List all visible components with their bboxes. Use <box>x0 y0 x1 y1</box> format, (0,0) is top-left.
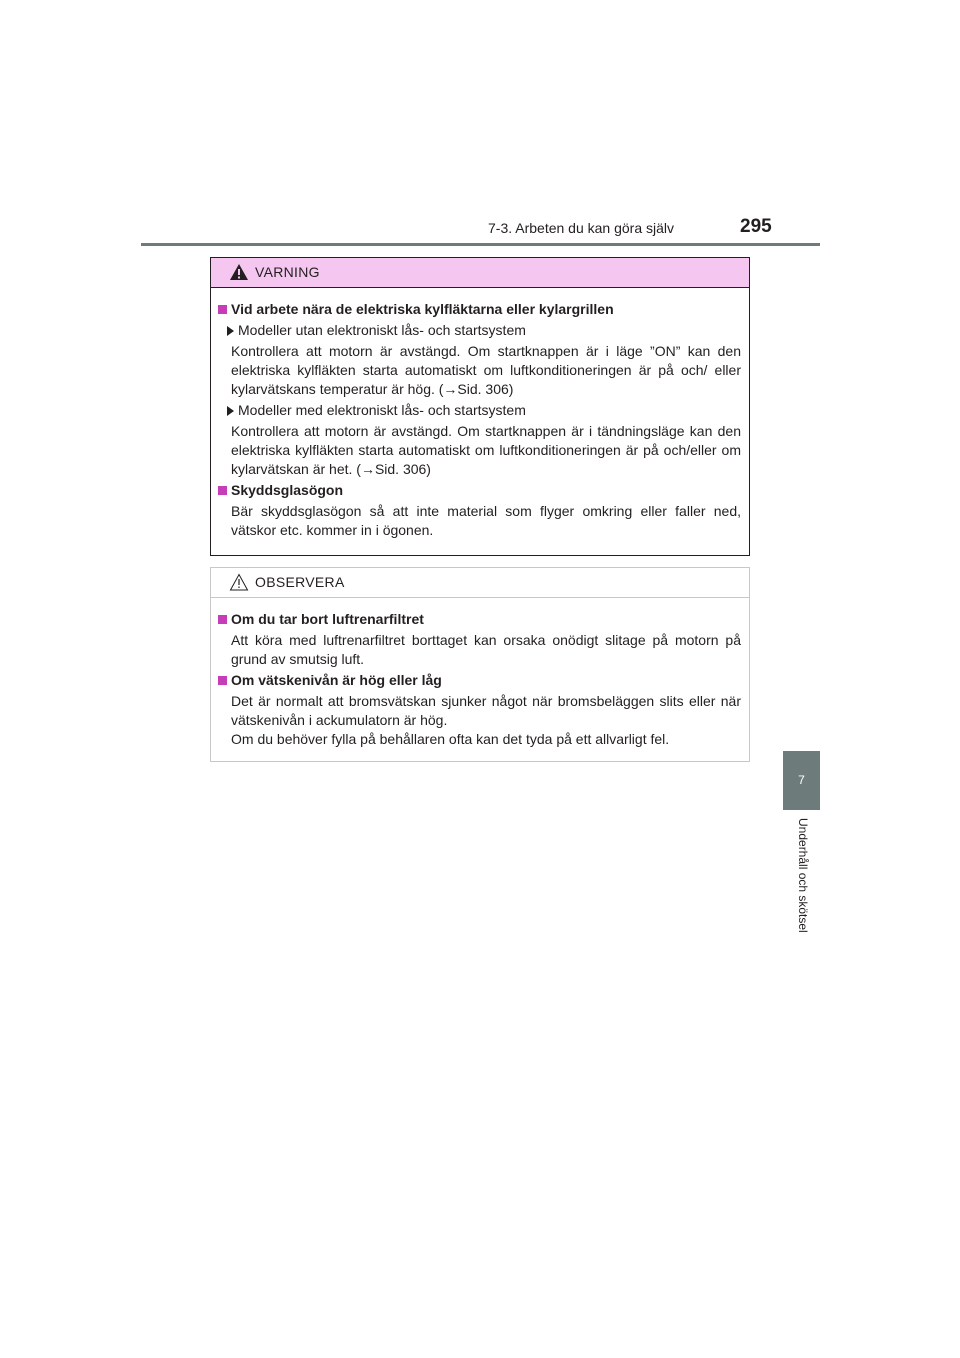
caution-item-title <box>217 610 741 629</box>
bullet-square-icon <box>218 305 227 314</box>
warning-item-title <box>217 300 741 319</box>
warning-body <box>211 288 749 540</box>
paragraph: Det är normalt att bromsvätskan sjunker något när bromsbeläggen slits eller när vätskenivån i ackumulatorn är hög. <box>231 693 741 728</box>
warning-label: VARNING <box>255 264 320 280</box>
page-number: 295 <box>740 216 772 237</box>
sub-heading-text: Modeller utan elektroniskt lås- och startsystem <box>238 322 526 338</box>
caution-item-title <box>217 671 741 690</box>
chapter-number-tab: 7 <box>783 751 820 810</box>
caution-header <box>211 568 749 598</box>
paragraph: Kontrollera att motorn är avstängd. Om startknappen är i läge ”ON” kan den elektriska kylfläkten starta automatiskt om luftkonditioneringen är på och/ eller kylarvätskans temperatur är hög. (→Sid. 306) <box>231 343 741 397</box>
paragraph: Kontrollera att motorn är avstängd. Om startknappen är i tändningsläge kan den elektriska kylfläkten starta automatiskt om luftkonditioneringen är på och/eller om kylarvätskan är het. (→Sid. 306) <box>231 423 741 477</box>
caution-body <box>211 598 749 749</box>
warning-header <box>211 258 749 288</box>
caution-triangle-icon <box>229 573 249 591</box>
caution-item-title-text: Om vätskenivån är hög eller låg <box>231 672 442 688</box>
caution-label: OBSERVERA <box>255 574 345 590</box>
caution-box <box>210 567 750 762</box>
warning-item-title-text: Skyddsglasögon <box>231 482 344 498</box>
bullet-square-icon <box>218 676 227 685</box>
warning-item-title-text: Vid arbete nära de elektriska kylfläktarna eller kylargrillen <box>231 301 614 317</box>
sub-heading <box>227 321 741 340</box>
paragraph: Om du behöver fylla på behållaren ofta kan det tyda på ett allvarligt fel. <box>231 731 670 747</box>
warning-box <box>210 257 750 556</box>
bullet-square-icon <box>218 615 227 624</box>
sub-heading-text: Modeller med elektroniskt lås- och startsystem <box>238 402 526 418</box>
header-rule <box>141 243 820 246</box>
caution-item-title-text: Om du tar bort luftrenarfiltret <box>231 611 424 627</box>
paragraph: Bär skyddsglasögon så att inte material som flyger omkring eller faller ned, vätskor etc. kommer in i ögonen. <box>231 503 741 538</box>
bullet-square-icon <box>218 486 227 495</box>
section-title: 7-3. Arbeten du kan göra själv <box>488 220 675 236</box>
arrow-right-icon <box>227 406 234 416</box>
warning-item-title <box>217 481 741 500</box>
sub-heading <box>227 401 741 420</box>
warning-triangle-icon <box>229 263 249 281</box>
arrow-right-icon <box>227 326 234 336</box>
paragraph: Att köra med luftrenarfiltret borttaget kan orsaka onödigt slitage på motorn på grund av smutsig luft. <box>231 632 741 667</box>
chapter-title: Underhåll och skötsel <box>796 818 810 933</box>
